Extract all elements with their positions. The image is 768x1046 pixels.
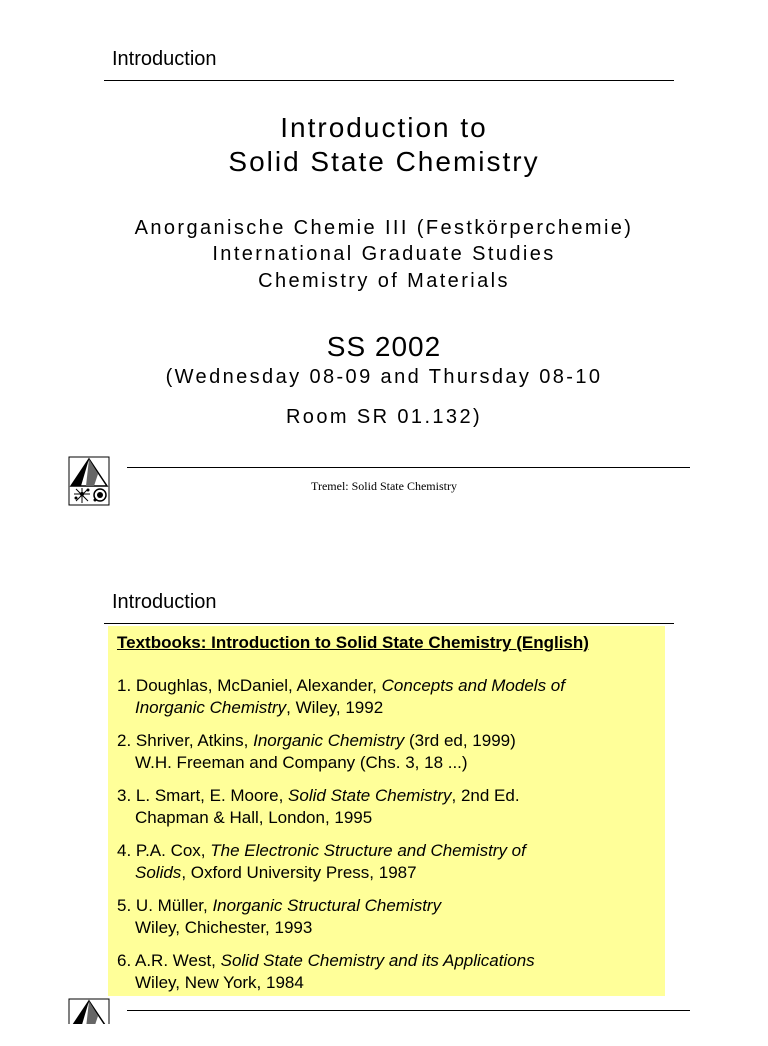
section-label-bottom: Introduction bbox=[112, 591, 217, 613]
book-2-publisher: W.H. Freeman and Company (Chs. 3, 18 ...) bbox=[135, 753, 468, 772]
footer-rule-bottom bbox=[127, 1010, 690, 1011]
book-6-title: Solid State Chemistry and its Applications bbox=[220, 951, 535, 970]
book-4-title-b: Solids bbox=[135, 863, 182, 882]
book-6-authors: A.R. West, bbox=[134, 951, 216, 970]
course-line-1: Anorganische Chemie III (Festkörperchemie) bbox=[134, 217, 634, 239]
semester-label: SS 2002 bbox=[326, 331, 442, 362]
book-item-2 bbox=[117, 730, 665, 774]
schedule-line: (Wednesday 08-09 and Thursday 08-10 bbox=[165, 366, 603, 388]
book-2-title: Inorganic Chemistry bbox=[253, 731, 405, 750]
book-3-number: 3. bbox=[117, 786, 132, 805]
book-item-6 bbox=[117, 950, 665, 994]
book-item-4 bbox=[117, 840, 665, 884]
book-item-3 bbox=[117, 785, 665, 829]
book-1-title-a: Concepts and Models of bbox=[381, 676, 565, 695]
book-2-edition: (3rd ed, 1999) bbox=[409, 731, 516, 750]
course-line-2: International Graduate Studies bbox=[212, 243, 556, 265]
header-rule-top bbox=[104, 80, 674, 81]
book-3-title: Solid State Chemistry bbox=[288, 786, 452, 805]
course-line-3: Chemistry of Materials bbox=[258, 270, 510, 292]
section-label-top: Introduction bbox=[112, 48, 217, 70]
book-6-number: 6. bbox=[117, 951, 132, 970]
book-1-rest: , Wiley, 1992 bbox=[286, 698, 384, 717]
book-1-title-b: Inorganic Chemistry bbox=[135, 698, 287, 717]
book-3-publisher: Chapman & Hall, London, 1995 bbox=[135, 808, 373, 827]
footer-text-top: Tremel: Solid State Chemistry bbox=[311, 479, 457, 493]
textbook-list-box bbox=[108, 626, 665, 996]
title-line-2: Solid State Chemistry bbox=[228, 146, 540, 177]
book-5-authors: U. Müller, bbox=[135, 896, 208, 915]
book-4-number: 4. bbox=[117, 841, 132, 860]
header-rule-bottom bbox=[104, 623, 674, 624]
book-2-number: 2. bbox=[117, 731, 132, 750]
book-4-authors: P.A. Cox, bbox=[135, 841, 206, 860]
book-4-rest: , Oxford University Press, 1987 bbox=[181, 863, 417, 882]
title-line-1: Introduction to bbox=[280, 112, 488, 143]
book-1-number: 1. bbox=[117, 676, 132, 695]
book-6-publisher: Wiley, New York, 1984 bbox=[135, 973, 304, 992]
book-3-edition: , 2nd Ed. bbox=[451, 786, 520, 805]
footer-rule-top bbox=[127, 467, 690, 468]
book-item-1 bbox=[117, 675, 665, 719]
room-line: Room SR 01.132) bbox=[285, 406, 483, 428]
book-5-number: 5. bbox=[117, 896, 132, 915]
book-5-title: Inorganic Structural Chemistry bbox=[212, 896, 442, 915]
book-2-authors: Shriver, Atkins, bbox=[135, 731, 249, 750]
book-1-authors: Doughlas, McDaniel, Alexander, bbox=[135, 676, 377, 695]
book-5-publisher: Wiley, Chichester, 1993 bbox=[135, 918, 313, 937]
triangle-molecule-logo-icon-bottom bbox=[68, 998, 108, 1046]
book-4-title-a: The Electronic Structure and Chemistry of bbox=[210, 841, 526, 860]
book-item-5 bbox=[117, 895, 665, 939]
textbook-heading: Textbooks: Introduction to Solid State Chemistry (English) bbox=[117, 633, 589, 652]
book-3-authors: L. Smart, E. Moore, bbox=[135, 786, 284, 805]
